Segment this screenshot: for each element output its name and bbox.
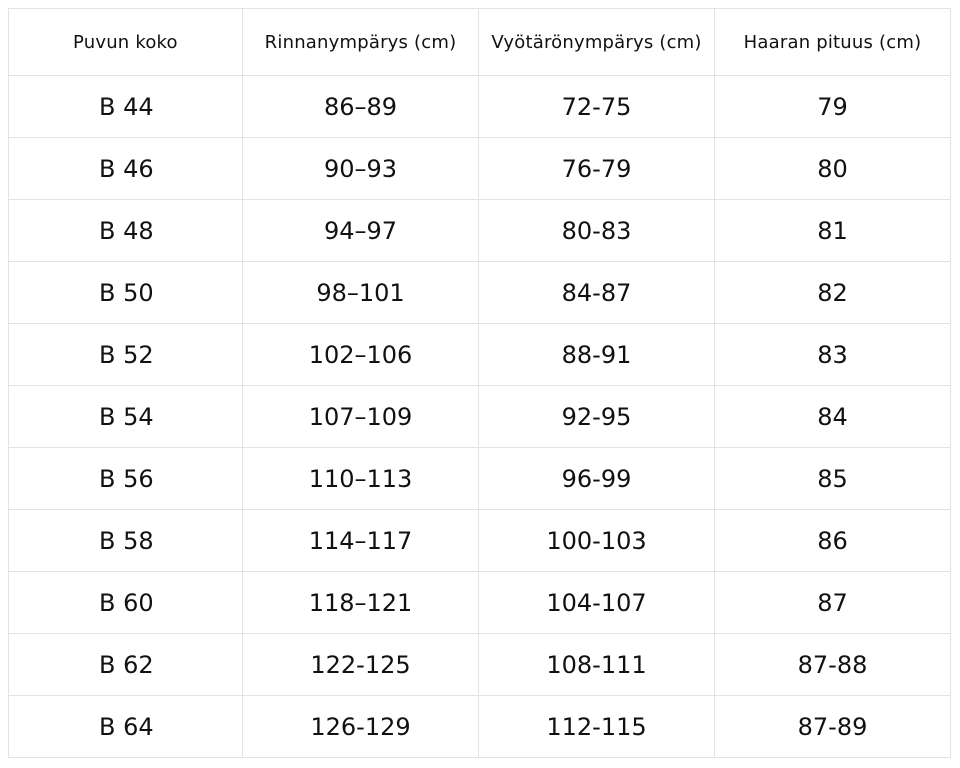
table-row [9,448,951,510]
cell-suit-size: B 46 [9,138,243,200]
header-inseam: Haaran pituus (cm) [715,9,951,76]
header-waist: Vyötärönympärys (cm) [479,9,715,76]
cell-waist: 104-107 [479,572,715,634]
cell-waist: 72-75 [479,76,715,138]
cell-inseam: 79 [715,76,951,138]
table-row [9,572,951,634]
cell-inseam: 87-89 [715,696,951,758]
cell-waist: 96-99 [479,448,715,510]
header-chest: Rinnanympärys (cm) [243,9,479,76]
cell-inseam: 87 [715,572,951,634]
cell-suit-size: B 52 [9,324,243,386]
cell-chest: 122-125 [243,634,479,696]
cell-chest: 90–93 [243,138,479,200]
cell-waist: 88-91 [479,324,715,386]
cell-waist: 76-79 [479,138,715,200]
cell-inseam: 83 [715,324,951,386]
cell-suit-size: B 50 [9,262,243,324]
cell-waist: 84-87 [479,262,715,324]
table-row [9,138,951,200]
table-row [9,386,951,448]
cell-waist: 92-95 [479,386,715,448]
cell-chest: 114–117 [243,510,479,572]
cell-chest: 110–113 [243,448,479,510]
cell-suit-size: B 44 [9,76,243,138]
table-header [9,9,951,76]
cell-waist: 108-111 [479,634,715,696]
cell-chest: 94–97 [243,200,479,262]
cell-inseam: 80 [715,138,951,200]
cell-inseam: 82 [715,262,951,324]
table-row [9,510,951,572]
cell-suit-size: B 54 [9,386,243,448]
cell-chest: 102–106 [243,324,479,386]
cell-suit-size: B 64 [9,696,243,758]
table-row [9,696,951,758]
cell-inseam: 86 [715,510,951,572]
cell-chest: 118–121 [243,572,479,634]
table-row [9,634,951,696]
header-suit-size: Puvun koko [9,9,243,76]
cell-suit-size: B 58 [9,510,243,572]
cell-chest: 86–89 [243,76,479,138]
cell-waist: 112-115 [479,696,715,758]
size-chart-table [8,8,951,758]
table-row [9,200,951,262]
cell-inseam: 87-88 [715,634,951,696]
cell-inseam: 81 [715,200,951,262]
table-row [9,76,951,138]
cell-waist: 80-83 [479,200,715,262]
cell-suit-size: B 48 [9,200,243,262]
table-row [9,324,951,386]
table-row [9,262,951,324]
cell-suit-size: B 56 [9,448,243,510]
cell-waist: 100-103 [479,510,715,572]
cell-suit-size: B 62 [9,634,243,696]
cell-chest: 126-129 [243,696,479,758]
cell-inseam: 85 [715,448,951,510]
cell-inseam: 84 [715,386,951,448]
header-row [9,9,951,76]
cell-suit-size: B 60 [9,572,243,634]
cell-chest: 98–101 [243,262,479,324]
table-body [9,76,951,758]
cell-chest: 107–109 [243,386,479,448]
